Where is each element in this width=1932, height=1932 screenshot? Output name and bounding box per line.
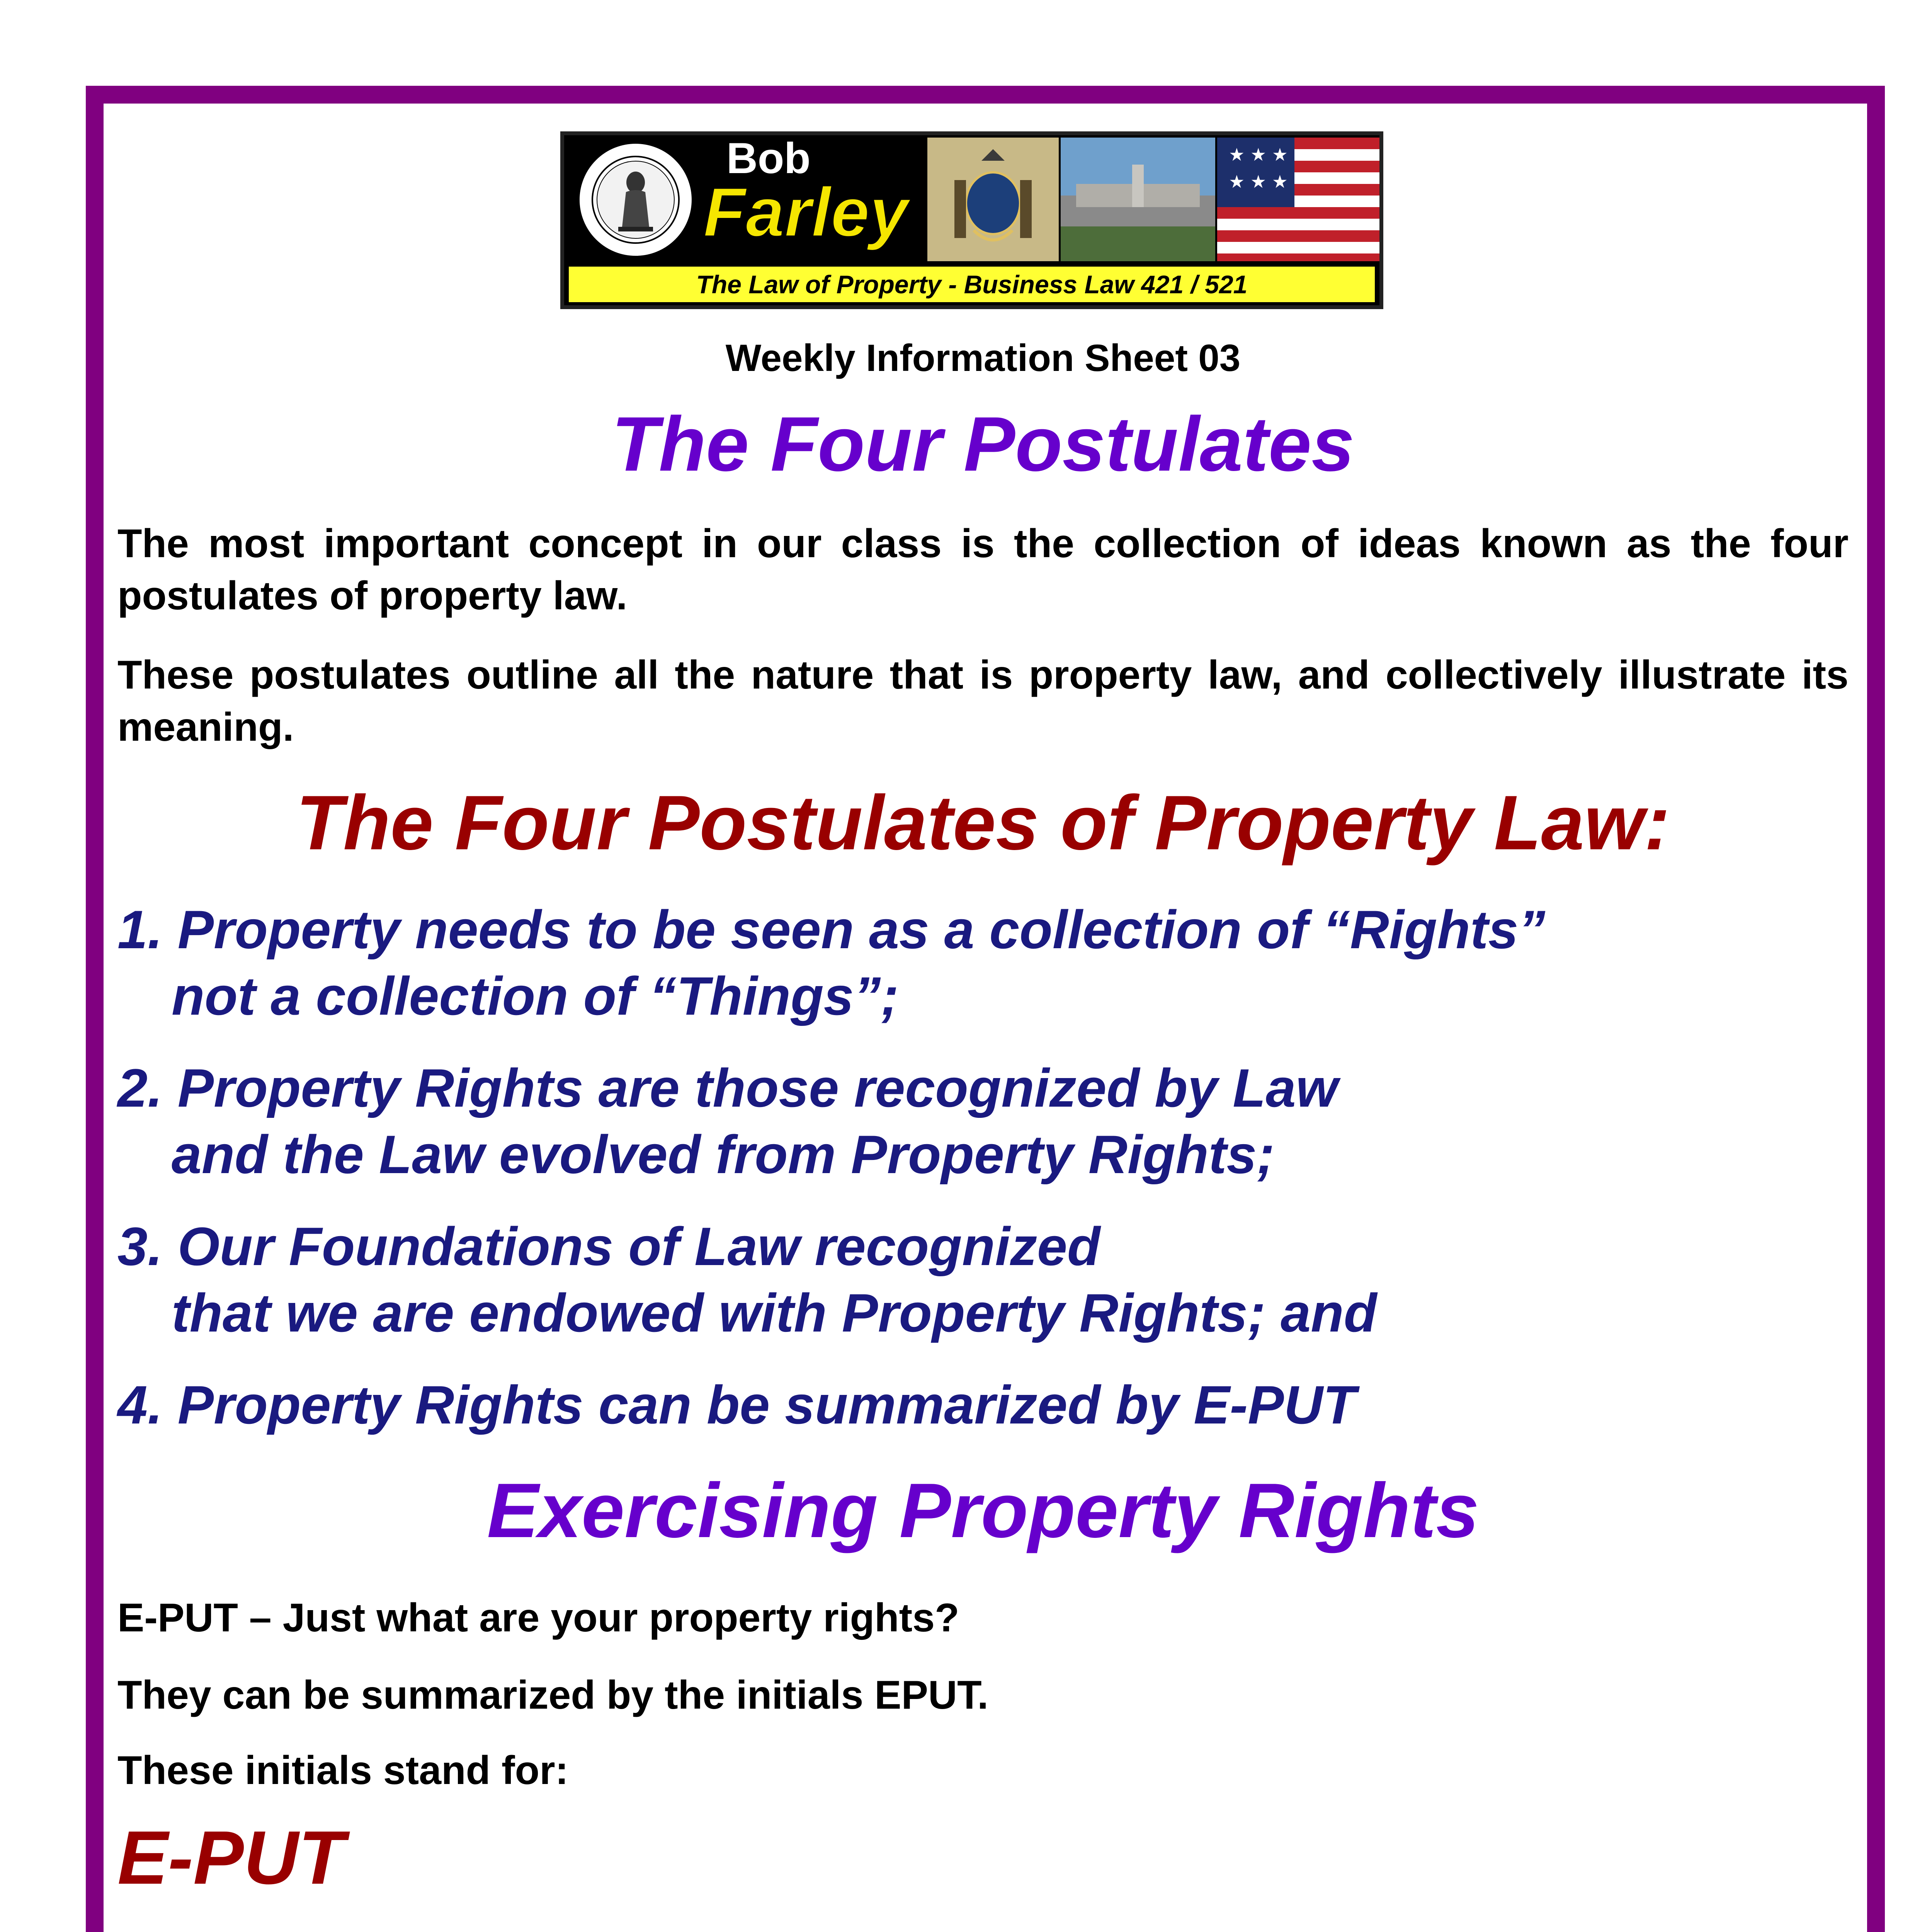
svg-text:★ ★ ★: ★ ★ ★	[1229, 171, 1288, 192]
campus-photo-icon	[1061, 138, 1215, 261]
postulate-line: 1. Property needs to be seen as a collection of “Rights”	[117, 899, 1546, 960]
name-last: Farley	[703, 173, 908, 251]
postulate-line: 4. Property Rights can be summarized by E-PUT	[117, 1374, 1356, 1435]
exercising-heading: Exercising Property Rights	[487, 1468, 1479, 1554]
postulate-line: 2. Property Rights are those recognized by Law	[117, 1058, 1338, 1118]
page-title: The Four Postulates	[611, 401, 1355, 487]
course-subtitle: The Law of Property - Business Law 421 / 521	[567, 265, 1376, 304]
postulate-item	[117, 1213, 1849, 1346]
postulate-line: and the Law evolved from Property Rights;	[172, 1124, 1275, 1185]
eput-heading: E-PUT	[117, 1815, 345, 1900]
svg-text:★ ★ ★: ★ ★ ★	[1229, 144, 1288, 165]
postulate-line: that we are endowed with Property Rights; and	[172, 1282, 1377, 1344]
university-seal-icon	[572, 140, 699, 260]
state-seal-icon	[927, 138, 1059, 261]
eput-intro-line: These initials stand for:	[117, 1748, 569, 1793]
header-banner	[560, 131, 1383, 309]
eput-intro-line: E-PUT – Just what are your property rights?	[117, 1595, 959, 1640]
name-block	[703, 135, 927, 263]
intro-paragraph: The most important concept in our class is the collection of ideas known as the four postulates of property law.	[117, 521, 1849, 619]
postulate-item	[117, 1055, 1849, 1188]
postulate-item	[117, 1372, 1849, 1438]
postulate-line: 3. Our Foundations of Law recognized	[117, 1216, 1100, 1277]
postulate-line: not a collection of “Things”;	[172, 966, 899, 1027]
name-first: Bob	[726, 134, 811, 182]
postulates-heading: The Four Postulates of Property Law:	[296, 780, 1670, 866]
postulate-item	[117, 896, 1849, 1029]
eput-intro-line: They can be summarized by the initials EPUT.	[117, 1673, 988, 1718]
us-flag-icon	[1217, 138, 1379, 261]
sheet-label: Weekly Information Sheet 03	[725, 337, 1241, 379]
intro-paragraph: These postulates outline all the nature that is property law, and collectively illustrate its meaning.	[117, 653, 1849, 750]
